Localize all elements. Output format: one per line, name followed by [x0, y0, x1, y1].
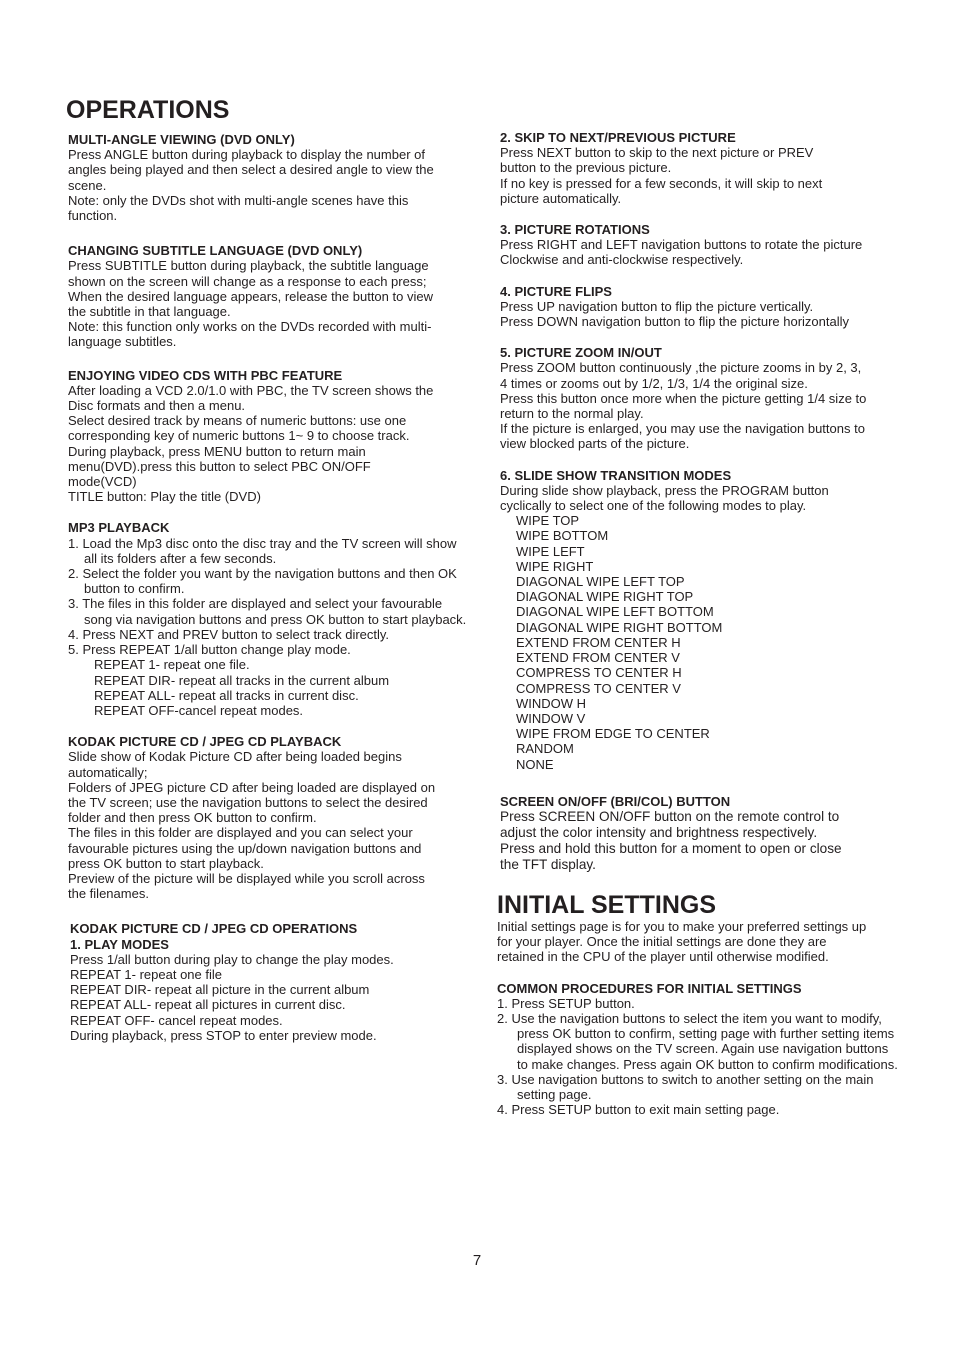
- list-item: 1. Press SETUP button.: [497, 995, 635, 1011]
- text-line: the subtitle in that language.: [68, 304, 231, 320]
- text-line: Note: only the DVDs shot with multi-angle scenes have this: [68, 192, 409, 208]
- section-heading: KODAK PICTURE CD / JPEG CD PLAYBACK: [68, 734, 342, 750]
- section-common-procedures: [497, 981, 900, 1118]
- text-line: After loading a VCD 2.0/1.0 with PBC, the TV screen shows the: [68, 382, 434, 398]
- section-heading: MP3 PLAYBACK: [68, 520, 170, 536]
- text-line: REPEAT ALL- repeat all pictures in current disc.: [70, 997, 346, 1013]
- list-item: 1. Load the Mp3 disc onto the disc tray and the TV screen will show all its folders after a few seconds.: [68, 535, 457, 566]
- list-item: 2. Use the navigation buttons to select the item you want to modify, press OK button to confirm, setting page with further setting items displayed shows on the TV screen. Again use navigation buttons to make changes. Press again OK button to confirm modifications.: [497, 1010, 898, 1072]
- section-mp3: [68, 520, 468, 718]
- section-flips: [500, 284, 900, 330]
- section-slideshow: [500, 468, 900, 772]
- text-line: Press ANGLE button during playback to display the number of: [68, 147, 425, 163]
- text-line: Press UP navigation button to flip the picture vertically.: [500, 298, 814, 314]
- text-line: Press and hold this button for a moment to open or close: [500, 840, 842, 856]
- text-line: Select desired track by means of numeric buttons: use one: [68, 413, 407, 429]
- text-line: REPEAT DIR- repeat all picture in the current album: [70, 982, 370, 998]
- left-column: [68, 132, 468, 1043]
- repeat-mode-item: REPEAT ALL- repeat all tracks in current disc.: [94, 687, 359, 703]
- list-item: 4. Press NEXT and PREV button to select track directly.: [68, 626, 390, 642]
- text-line: Preview of the picture will be displayed while you scroll across: [68, 870, 425, 886]
- section-zoom: [500, 345, 900, 451]
- section-pbc: [68, 368, 468, 505]
- text-line: Press 1/all button during play to change the play modes.: [70, 951, 394, 967]
- text-line: During playback, press STOP to enter preview mode.: [70, 1027, 377, 1043]
- text-line: 4 times or zooms out by 1/2, 1/3, 1/4 the original size.: [500, 375, 808, 391]
- text-line: picture automatically.: [500, 190, 622, 206]
- transition-mode: DIAGONAL WIPE RIGHT TOP: [516, 589, 694, 605]
- section-rotations: [500, 222, 900, 268]
- repeat-mode-item: REPEAT DIR- repeat all tracks in the current album: [94, 672, 390, 688]
- transition-mode: EXTEND FROM CENTER H: [516, 634, 681, 650]
- section-multi-angle: [68, 132, 468, 223]
- section-heading: 6. SLIDE SHOW TRANSITION MODES: [500, 467, 732, 483]
- text-line: retained in the CPU of the player until otherwise modified.: [497, 949, 829, 965]
- text-line: TITLE button: Play the title (DVD): [68, 489, 261, 505]
- transition-mode: DIAGONAL WIPE LEFT BOTTOM: [516, 604, 714, 620]
- transition-mode: COMPRESS TO CENTER V: [516, 680, 681, 696]
- text-line: Note: this function only works on the DVDs recorded with multi-: [68, 319, 432, 335]
- section-initial-settings: [497, 891, 900, 965]
- section-subtitle: [68, 243, 468, 349]
- right-column: [497, 130, 900, 1118]
- repeat-mode-item: REPEAT OFF-cancel repeat modes.: [94, 702, 304, 718]
- section-kodak-ops: [68, 921, 468, 1043]
- text-line: folder and then press OK button to confirm.: [68, 810, 317, 826]
- list-item: 3. Use navigation buttons to switch to another setting on the main setting page.: [497, 1071, 874, 1102]
- text-line: scene.: [68, 177, 107, 193]
- text-line: Clockwise and anti-clockwise respectively.: [500, 252, 744, 268]
- text-line: favourable pictures using the up/down navigation buttons and: [68, 840, 422, 856]
- text-line: automatically;: [68, 764, 148, 780]
- text-line: Press RIGHT and LEFT navigation buttons to rotate the picture: [500, 237, 863, 253]
- text-line: function.: [68, 208, 118, 224]
- text-line: the TFT display.: [500, 856, 596, 872]
- section-kodak-playback: [68, 734, 468, 901]
- transition-mode: WINDOW H: [516, 695, 587, 711]
- transition-mode: WIPE RIGHT: [516, 558, 594, 574]
- text-line: shown on the screen will change as a response to each press;: [68, 273, 427, 289]
- initial-settings-title: INITIAL SETTINGS: [497, 890, 716, 919]
- text-line: When the desired language appears, release the button to view: [68, 288, 433, 304]
- transition-mode: WIPE LEFT: [516, 543, 585, 559]
- text-line: The files in this folder are displayed and you can select your: [68, 825, 413, 841]
- transition-mode: DIAGONAL WIPE LEFT TOP: [516, 574, 685, 590]
- text-line: Press this button once more when the picture getting 1/4 size to: [500, 390, 867, 406]
- page-number: 7: [472, 1252, 482, 1269]
- text-line: REPEAT OFF- cancel repeat modes.: [70, 1012, 283, 1028]
- transition-mode: WIPE BOTTOM: [516, 528, 609, 544]
- section-heading: MULTI-ANGLE VIEWING (DVD ONLY): [68, 132, 295, 147]
- transition-mode: COMPRESS TO CENTER H: [516, 665, 682, 681]
- transition-mode: EXTEND FROM CENTER V: [516, 650, 680, 666]
- text-line: Folders of JPEG picture CD after being loaded are displayed on: [68, 779, 436, 795]
- section-heading: COMMON PROCEDURES FOR INITIAL SETTINGS: [497, 980, 802, 996]
- text-line: If the picture is enlarged, you may use the navigation buttons to: [500, 421, 865, 437]
- section-heading: KODAK PICTURE CD / JPEG CD OPERATIONS: [70, 921, 358, 937]
- section-heading: CHANGING SUBTITLE LANGUAGE (DVD ONLY): [68, 243, 363, 259]
- list-item: 5. Press REPEAT 1/all button change play mode.: [68, 642, 351, 658]
- page-title: OPERATIONS: [66, 96, 230, 124]
- section-screen: [500, 794, 900, 873]
- section-subheading: 1. PLAY MODES: [70, 936, 169, 952]
- text-line: cyclically to select one of the following modes to play.: [500, 498, 807, 514]
- section-heading: SCREEN ON/OFF (BRI/COL) BUTTON: [500, 793, 731, 809]
- transition-mode: WIPE FROM EDGE TO CENTER: [516, 726, 710, 742]
- text-line: Disc formats and then a menu.: [68, 398, 246, 414]
- text-line: Slide show of Kodak Picture CD after being loaded begins: [68, 749, 402, 765]
- text-line: Initial settings page is for you to make your preferred settings up: [497, 918, 867, 934]
- text-line: view blocked parts of the picture.: [500, 436, 690, 452]
- text-line: the filenames.: [68, 886, 149, 902]
- transition-mode: DIAGONAL WIPE RIGHT BOTTOM: [516, 619, 723, 635]
- text-line: Press NEXT button to skip to the next picture or PREV: [500, 145, 814, 161]
- section-heading: ENJOYING VIDEO CDS WITH PBC FEATURE: [68, 367, 343, 383]
- section-heading: 3. PICTURE ROTATIONS: [500, 222, 650, 238]
- text-line: Press DOWN navigation button to flip the picture horizontally: [500, 314, 850, 330]
- text-line: corresponding key of numeric buttons 1~ 9 to choose track.: [68, 428, 410, 444]
- section-skip: [500, 130, 900, 206]
- text-line: press OK button to start playback.: [68, 855, 264, 871]
- text-line: adjust the color intensity and brightness respectively.: [500, 824, 818, 840]
- text-line: mode(VCD): [68, 474, 137, 490]
- transition-mode: WINDOW V: [516, 710, 586, 726]
- text-line: the TV screen; use the navigation buttons to select the desired: [68, 794, 428, 810]
- text-line: menu(DVD).press this button to select PBC ON/OFF: [68, 458, 371, 474]
- text-line: Press ZOOM button continuously ,the picture zooms in by 2, 3,: [500, 360, 862, 376]
- text-line: return to the normal play.: [500, 406, 644, 422]
- text-line: Press SCREEN ON/OFF button on the remote control to: [500, 808, 840, 824]
- section-heading: 4. PICTURE FLIPS: [500, 283, 612, 299]
- text-line: language subtitles.: [68, 334, 177, 350]
- text-line: for your player. Once the initial settings are done they are: [497, 934, 827, 950]
- list-item: 4. Press SETUP button to exit main setting page.: [497, 1102, 780, 1118]
- repeat-mode-item: REPEAT 1- repeat one file.: [94, 657, 250, 673]
- text-line: REPEAT 1- repeat one file: [70, 966, 222, 982]
- transition-mode: WIPE TOP: [516, 513, 580, 529]
- text-line: Press SUBTITLE button during playback, the subtitle language: [68, 258, 429, 274]
- transition-mode: NONE: [516, 756, 554, 772]
- list-item: 2. Select the folder you want by the navigation buttons and then OK button to confirm.: [68, 566, 457, 597]
- section-heading: 5. PICTURE ZOOM IN/OUT: [500, 345, 662, 361]
- text-line: angles being played and then select a desired angle to view the: [68, 162, 434, 178]
- text-line: During slide show playback, press the PROGRAM button: [500, 482, 829, 498]
- transition-mode: RANDOM: [516, 741, 574, 757]
- list-item: 3. The files in this folder are displayed and select your favourable song via navigation buttons and press OK button to start playback.: [68, 596, 467, 627]
- text-line: If no key is pressed for a few seconds, it will skip to next: [500, 175, 823, 191]
- text-line: During playback, press MENU button to return main: [68, 443, 366, 459]
- section-heading: 2. SKIP TO NEXT/PREVIOUS PICTURE: [500, 130, 736, 145]
- text-line: button to the previous picture.: [500, 160, 672, 176]
